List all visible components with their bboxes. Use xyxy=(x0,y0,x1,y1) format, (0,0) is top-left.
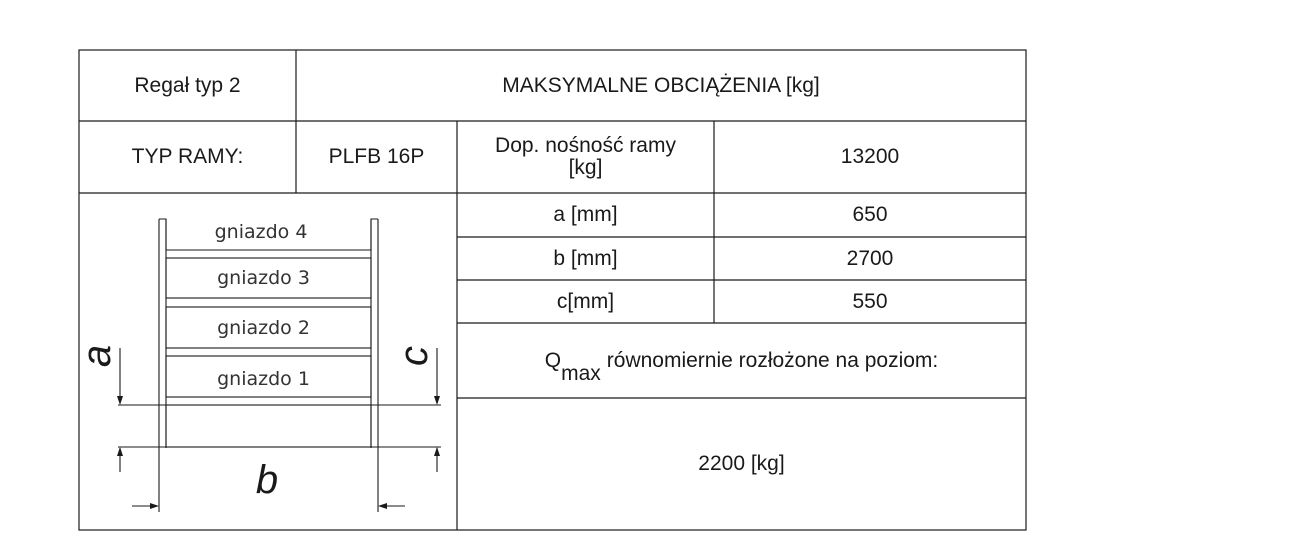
capacity-value: 13200 xyxy=(840,145,900,168)
bottom-beam xyxy=(166,405,371,447)
qmax-q: Q xyxy=(544,348,562,372)
slot-3-label: gniazdo 3 xyxy=(217,267,310,289)
frame-type-value: PLFB 16P xyxy=(328,145,425,168)
dim-c-letter: c xyxy=(392,346,436,366)
dim-a-value: 650 xyxy=(852,203,888,226)
arrowhead-a-top xyxy=(117,396,123,405)
arrowhead-b-right xyxy=(378,503,387,509)
table-title: MAKSYMALNE OBCIĄŻENIA [kg] xyxy=(502,73,820,97)
dim-a-label: a [mm] xyxy=(553,203,618,226)
dim-b-value: 2700 xyxy=(846,246,894,270)
dim-c-value: 550 xyxy=(852,289,888,313)
dim-a-letter: a xyxy=(75,344,119,368)
dim-b-label: b [mm] xyxy=(553,246,618,270)
dim-c-label: c[mm] xyxy=(556,289,615,313)
arrowhead-b-left xyxy=(150,503,159,509)
shelf-type-cell: Regał typ 2 xyxy=(134,73,241,97)
qmax-value: 2200 [kg] xyxy=(698,452,785,475)
slot-4-label: gniazdo 4 xyxy=(214,221,308,243)
dim-b-letter: b xyxy=(255,458,279,502)
capacity-label: Dop. nośność ramy [kg] xyxy=(495,134,676,179)
left-upright-inner xyxy=(159,219,166,448)
arrowhead-c-top xyxy=(434,396,440,405)
arrowhead-c-bottom xyxy=(434,447,440,456)
right-upright-inner xyxy=(371,219,378,448)
qmax-text: równomiernie rozłożone na poziom: xyxy=(606,348,939,372)
frame-type-label: TYP RAMY: xyxy=(131,145,244,168)
arrowhead-a-bottom xyxy=(117,447,123,456)
slot-2-label: gniazdo 2 xyxy=(217,317,310,339)
slot-1-label: gniazdo 1 xyxy=(217,368,310,390)
qmax-sub: max xyxy=(561,361,601,385)
